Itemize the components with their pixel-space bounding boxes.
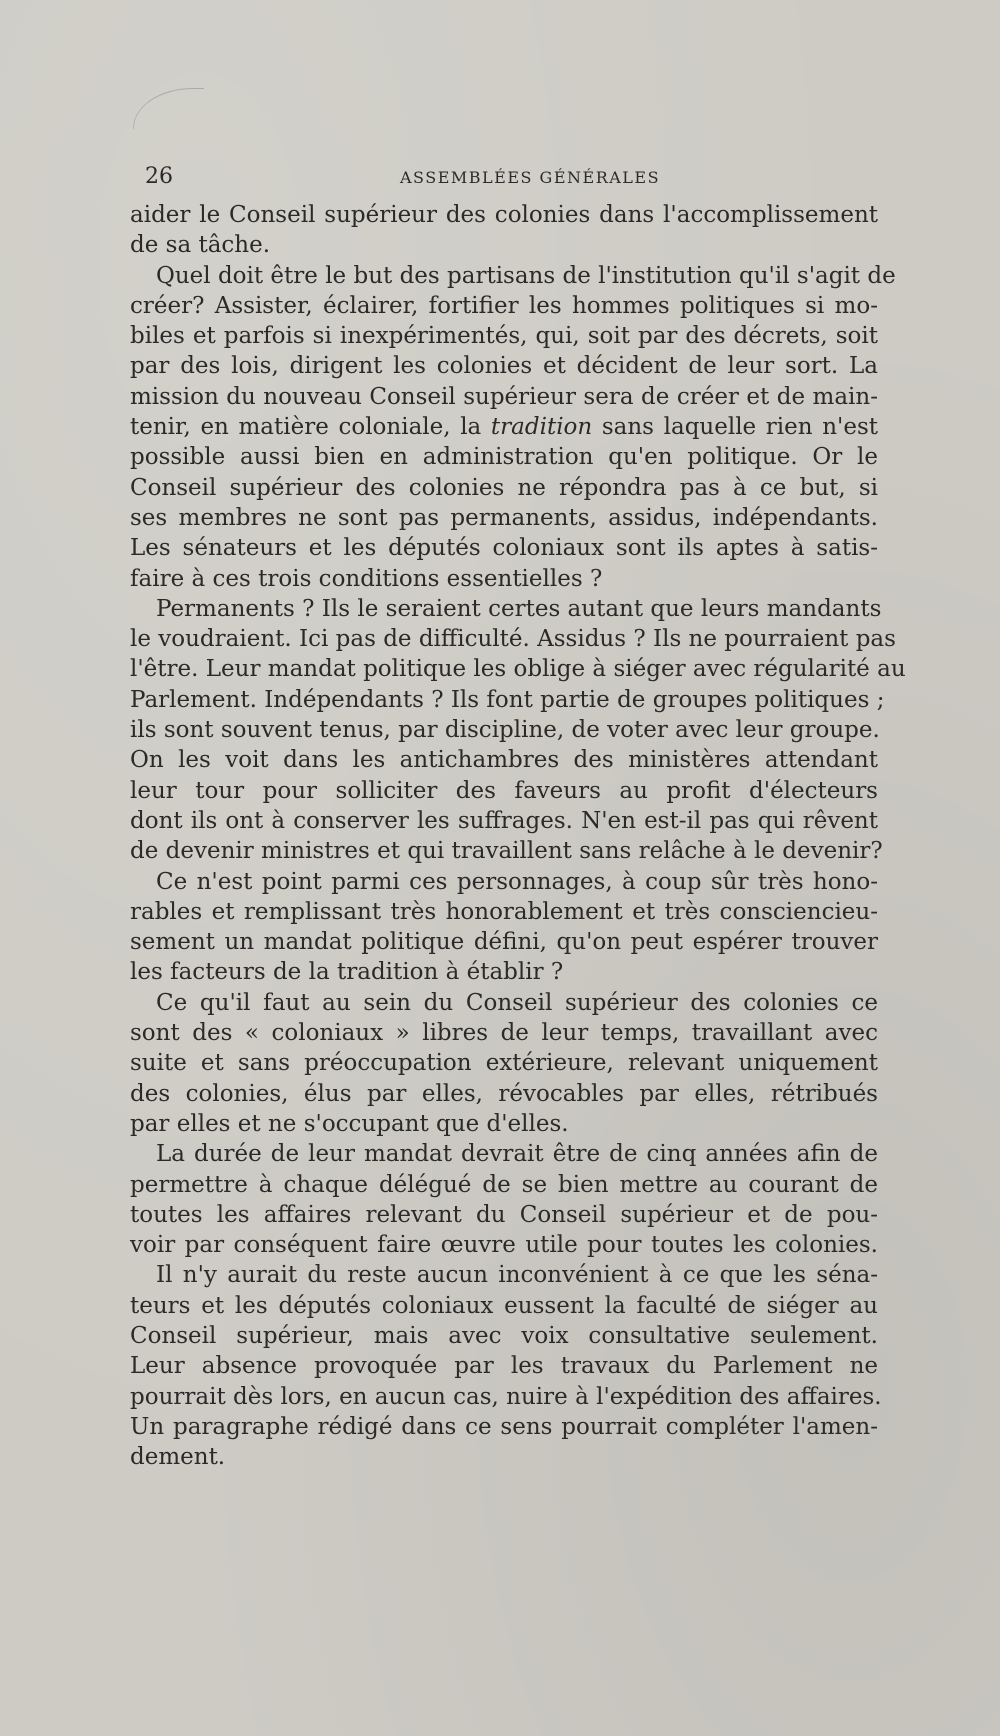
text-line: Permanents ? Ils le seraient certes autant que leurs mandants bbox=[156, 595, 882, 622]
text-line: voir par conséquent faire œuvre utile pour toutes les colonies. bbox=[130, 1232, 878, 1259]
page-edge-mark bbox=[133, 88, 204, 129]
text-line: Il n'y aurait du reste aucun inconvénient à ce que les séna- bbox=[156, 1262, 878, 1289]
text-line: rables et remplissant très honorablement et très consciencieu- bbox=[130, 898, 878, 925]
text-line: Parlement. Indépendants ? Ils font partie de groupes politiques ; bbox=[130, 686, 885, 713]
text-line: le voudraient. Ici pas de difficulté. Assidus ? Ils ne pourraient pas bbox=[130, 626, 896, 653]
text-line: toutes les affaires relevant du Conseil supérieur et de pou- bbox=[130, 1201, 878, 1228]
text-line bbox=[130, 412, 878, 442]
text-line: ils sont souvent tenus, par discipline, de voter avec leur groupe. bbox=[130, 717, 880, 744]
running-head bbox=[145, 162, 865, 192]
text-line: biles et parfois si inexpérimentés, qui, soit par des décrets, soit bbox=[130, 323, 878, 350]
text-line: possible aussi bien en administration qu'en politique. Or le bbox=[130, 444, 878, 471]
italic-word: tradition bbox=[490, 414, 593, 441]
text-line: mission du nouveau Conseil supérieur sera de créer et de main- bbox=[130, 383, 878, 410]
text-line: dont ils ont à conserver les suffrages. N'en est-il pas qui rêvent bbox=[130, 807, 878, 834]
text-line: Conseil supérieur, mais avec voix consultative seulement. bbox=[130, 1322, 878, 1349]
text-line: l'être. Leur mandat politique les oblige à siéger avec régularité au bbox=[130, 656, 906, 683]
text-line: de sa tâche. bbox=[130, 232, 271, 259]
text-line: leur tour pour solliciter des faveurs au profit d'électeurs bbox=[130, 777, 878, 804]
text-segment: sans laquelle rien n'est bbox=[592, 414, 879, 441]
text-line: faire à ces trois conditions essentielles ? bbox=[130, 565, 603, 592]
text-line: les facteurs de la tradition à établir ? bbox=[130, 959, 564, 986]
text-line: On les voit dans les antichambres des ministères attendant bbox=[130, 747, 878, 774]
text-line: Ce qu'il faut au sein du Conseil supérieur des colonies ce bbox=[156, 989, 878, 1016]
text-line: ses membres ne sont pas permanents, assidus, indépendants. bbox=[130, 504, 878, 531]
text-line: Ce n'est point parmi ces personnages, à coup sûr très hono- bbox=[156, 868, 878, 895]
page-number: 26 bbox=[145, 164, 173, 189]
text-line: des colonies, élus par elles, révocables par elles, rétribués bbox=[130, 1080, 878, 1107]
text-line: de devenir ministres et qui travaillent sans relâche à le devenir? bbox=[130, 838, 883, 865]
running-head-title: ASSEMBLÉES GÉNÉRALES bbox=[400, 168, 661, 187]
text-line: suite et sans préoccupation extérieure, relevant uniquement bbox=[130, 1050, 878, 1077]
text-line: par elles et ne s'occupant que d'elles. bbox=[130, 1110, 569, 1137]
text-line: pourrait dès lors, en aucun cas, nuire à l'expédition des affaires. bbox=[130, 1383, 882, 1410]
text-line: Les sénateurs et les députés coloniaux sont ils aptes à satis- bbox=[130, 535, 878, 562]
text-line: Conseil supérieur des colonies ne répondra pas à ce but, si bbox=[130, 474, 878, 501]
text-line: permettre à chaque délégué de se bien mettre au courant de bbox=[130, 1171, 878, 1198]
text-line: teurs et les députés coloniaux eussent la faculté de siéger au bbox=[130, 1292, 878, 1319]
text-line: créer? Assister, éclairer, fortifier les hommes politiques si mo- bbox=[130, 292, 878, 319]
text-line: sont des « coloniaux » libres de leur temps, travaillant avec bbox=[130, 1020, 878, 1047]
text-line: aider le Conseil supérieur des colonies dans l'accomplissement bbox=[130, 202, 878, 228]
text-line: dement. bbox=[130, 1444, 226, 1471]
body-text bbox=[130, 200, 906, 1472]
text-line: La durée de leur mandat devrait être de cinq années afin de bbox=[156, 1141, 878, 1168]
text-line: Un paragraphe rédigé dans ce sens pourrait compléter l'amen- bbox=[130, 1413, 878, 1440]
text-line: sement un mandat politique défini, qu'on peut espérer trouver bbox=[130, 929, 878, 956]
text-line: Leur absence provoquée par les travaux du Parlement ne bbox=[130, 1353, 878, 1380]
text-line: Quel doit être le but des partisans de l'institution qu'il s'agit de bbox=[156, 262, 896, 289]
text-line: par des lois, dirigent les colonies et décident de leur sort. La bbox=[130, 353, 878, 380]
text-segment: tenir, en matière coloniale, la bbox=[130, 414, 491, 441]
